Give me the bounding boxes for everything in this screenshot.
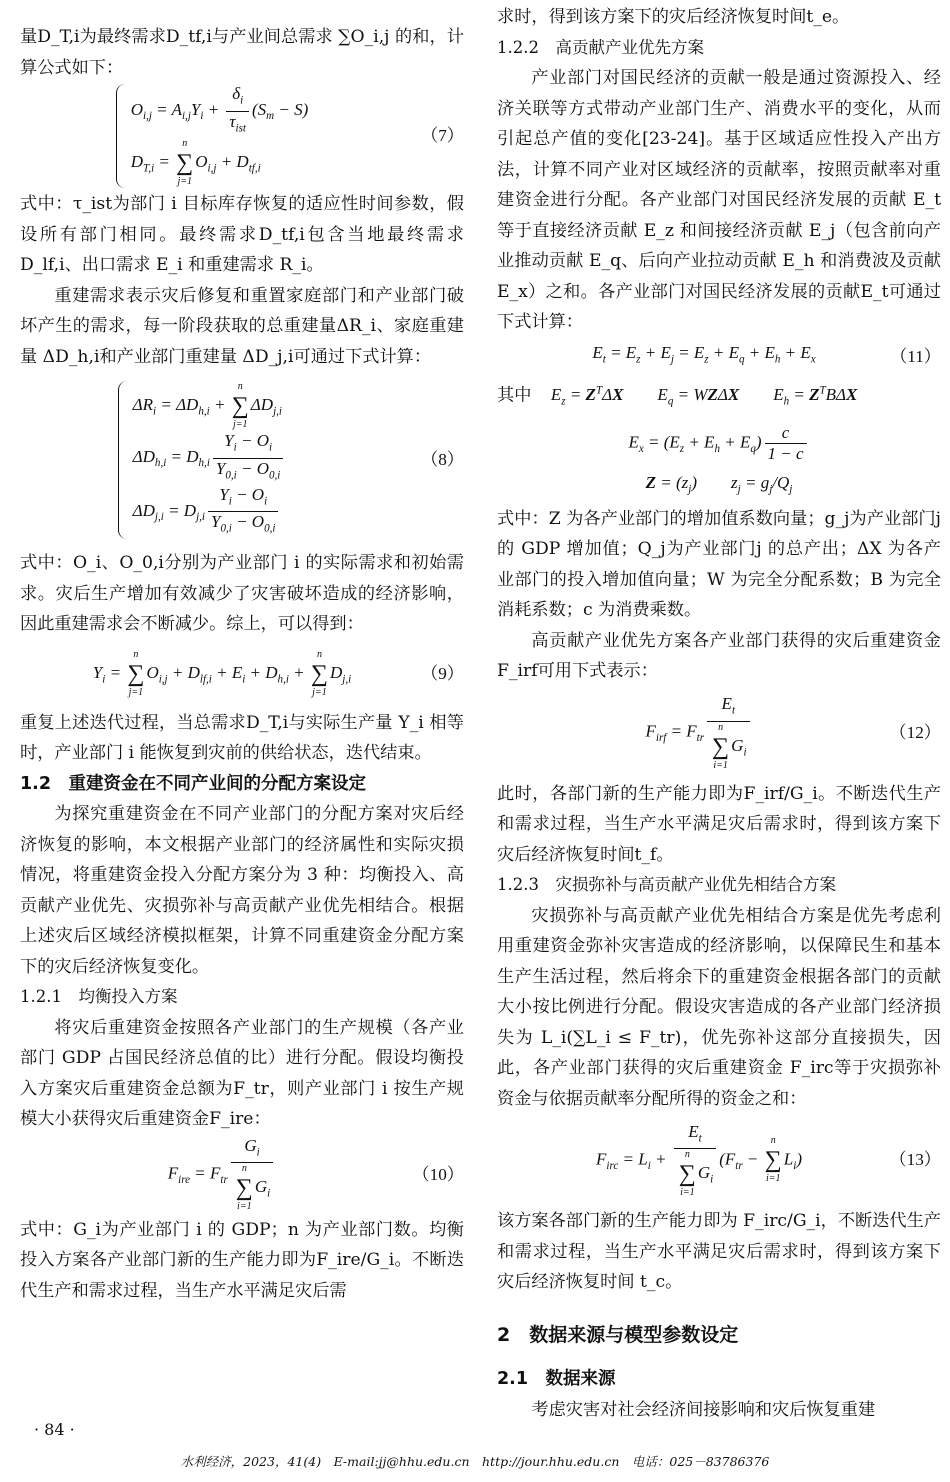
equation-11: $E_t = E_z + E_j = E_z + E_q + E_h + E_x$ （11） bbox=[497, 342, 941, 372]
equation-13: $F_{irc} = L_i$ + $E_t$ n ∑ i=1 $G_i$ ($F_{tr}$ − n ∑ i=1 $L_i$) （13） bbox=[596, 1121, 941, 1199]
paragraph-eq11-note: 式中：Z 为各产业部门的增加值系数向量；g_j为产业部门j 的 GDP 增加值；Q_j为产业部门j 的总产出；ΔX 为各产业部门的投入增加值向量；W 为完全分配系数；B 为完全消耗系数；c 为消费乘数。 bbox=[497, 508, 941, 621]
paragraph-1-2-2: 产业部门对国民经济的贡献一般是通过资源投入、经济关联等方式带动产业部门生产、消费水平的变化，从而引起总产值的变化[23-24]。基于区域适应性投入产出方法，计算不同产业对区域经济的贡献率，按照贡献率对重建资金进行分配。各产业部门对国民经济发展的贡献 E_t 等于直接经济贡献 E_z 和间接经济贡献 E_j（包含前向产业推动贡献 E_q、后向产业拉动贡献 E_h 和消费波及贡献 E_x）之和。各产业部门对国民经济发展的贡献E_t可通过下式计算： bbox=[497, 68, 941, 332]
paragraph-2-1: 考虑灾害对社会经济间接影响和灾后恢复重建 bbox=[531, 1399, 876, 1420]
equation-7: $O_{i,j} = A_{i,j}Y_i$ + $\frac{\delta_i}{\tau_{ist}}$ $(S_m - S)$ $D_{T,i}$ = n ∑ j=1 $O_{i,j} + D_{tf,i}$ （7） bbox=[20, 87, 464, 185]
equation-9-number: （9） bbox=[421, 663, 464, 683]
heading-1-2-3: 1.2.3 灾损弥补与高贡献产业优先相结合方案 bbox=[497, 875, 836, 895]
paragraph-continued: 求时，得到该方案下的灾后经济恢复时间t_e。 bbox=[497, 7, 850, 27]
left-column bbox=[20, 0, 464, 1306]
equation-11-definitions: 其中 $E_z = Z^T\Delta X$ $E_q = WZ\Delta X$ $E_h = Z^TB\Delta X$ $E_x = (E_z + E_h + E_q)$ $\frac{c}{1 - c}$ $Z = (z_j)$ $z_j = g_j/Q_j$ bbox=[497, 384, 858, 495]
paragraph-eq13-note: 该方案各部门新的生产能力即为 F_irc/G_i，不断迭代生产和需求过程，当生产水平满足灾后需求时，得到该方案下灾后经济恢复时间 t_c。 bbox=[497, 1211, 941, 1293]
heading-1-2-1: 1.2.1 均衡投入方案 bbox=[20, 987, 178, 1006]
paragraph-intro: 量D_T,i为最终需求D_tf,i与产业间总需求 ∑O_i,j 的和，计算公式如下： bbox=[20, 27, 464, 78]
equation-8-number: （8） bbox=[421, 449, 464, 469]
equation-12-number: （12） bbox=[889, 722, 941, 742]
heading-1-2-2: 1.2.2 高贡献产业优先方案 bbox=[497, 37, 704, 57]
paragraph-1-2-3: 灾损弥补与高贡献产业优先相结合方案是优先考虑利用重建资金弥补灾害造成的经济影响，以保障民生和基本生产生活过程，然后将余下的重建资金根据各部门的贡献大小按比例进行分配。假设灾害造成的各产业部门经济损失为 L_i(∑L_i ≤ F_tr)，优先弥补这部分直接损失，因此，各产业部门获得的灾后重建资金 F_irc等于灾损弥补资金与依据贡献率分配所得的资金之和： bbox=[497, 905, 941, 1109]
equation-11-where: 其中 bbox=[497, 385, 532, 406]
paragraph-1-2: 为探究重建资金在不同产业部门的分配方案对灾后经济恢复的影响，本文根据产业部门的经济属性和实际灾损情况，将重建资金投入分配方案分为 3 种：均衡投入、高贡献产业优先、灾损弥补与高贡献产业优先相结合。根据上述灾后区域经济模拟框架，计算不同重建资金分配方案下的灾后经济恢复变化。 bbox=[20, 804, 464, 977]
paragraph-eq12-note: 此时，各部门新的生产能力即为F_irf/G_i。不断迭代生产和需求过程，当生产水平满足灾后需求时，得到该方案下灾后经济恢复时间t_f。 bbox=[497, 783, 941, 865]
paragraph-eq7-note: 式中：τ_ist为部门 i 目标库存恢复的适应性时间参数，假设所有部门相同。最终需求D_tf,i包含当地最终需求D_lf,i、出口需求 E_i 和重建需求 R_i。 bbox=[20, 194, 464, 275]
equation-11-number: （11） bbox=[890, 346, 941, 366]
equation-13-number: （13） bbox=[889, 1150, 941, 1170]
equation-12: $F_{irf} = F_{tr}$ $E_t$ n ∑ i=1 $G_i$ （12） bbox=[645, 694, 941, 771]
equation-9: $Y_i$ = n ∑ j=1 $O_{i,j} + D_{lf,i} + E_i + D_{h,i}$ + n ∑ j=1 $D_{j,i}$ （9） bbox=[92, 648, 464, 698]
paragraph-1-2-1: 将灾后重建资金按照各产业部门的生产规模（各产业部门 GDP 占国民经济总值的比）进行分配。假设均衡投入方案灾后重建资金总额为F_tr，则产业部门 i 按生产规模大小获得灾后重建资金F_ire： bbox=[20, 1017, 464, 1129]
equation-10: $F_{ire} = F_{tr}$ $G_i$ n ∑ i=1 $G_i$ （10） bbox=[167, 1135, 464, 1213]
paragraph-eq10-note: 式中：G_i为产业部门 i 的 GDP；n 为产业部门数。均衡投入方案各产业部门新的生产能力即为F_ire/G_i。不断迭代生产和需求过程，当生产水平满足灾后需 bbox=[20, 1219, 464, 1301]
journal-footer: 水利经济，2023，41(4) E-mail:jj@hhu.edu.cn http://jour.hhu.edu.cn 电话：025－83786376 bbox=[180, 1454, 770, 1469]
equation-10-number: （10） bbox=[412, 1164, 464, 1184]
paragraph-repeat: 重复上述迭代过程，当总需求D_T,i与实际生产量 Y_i 相等时，产业部门 i 能恢复到灾前的供给状态，迭代结束。 bbox=[20, 712, 464, 763]
page-number: · 84 · bbox=[34, 1420, 75, 1439]
right-column bbox=[497, 0, 941, 1425]
paragraph-eq8-note: 式中：O_i、O_0,i分别为产业部门 i 的实际需求和初始需求。灾后生产增加有效减少了灾害破坏造成的经济影响，因此重建需求会不断减少。综上，可以得到： bbox=[20, 553, 464, 634]
paragraph-high-contribution: 高贡献产业优先方案各产业部门获得的灾后重建资金F_irf可用下式表示： bbox=[497, 630, 941, 682]
heading-2-1: 2.1 数据来源 bbox=[497, 1369, 616, 1390]
heading-1-2: 1.2 重建资金在不同产业间的分配方案设定 bbox=[20, 773, 366, 794]
heading-2: 2 数据来源与模型参数设定 bbox=[497, 1323, 739, 1346]
paragraph-rebuild: 重建需求表示灾后修复和重置家庭部门和产业部门破坏产生的需求，每一阶段获取的总重建量ΔR_i、家庭重建量 ΔD_h,i和产业部门重建量 ΔD_j,i可通过下式计算： bbox=[20, 285, 464, 367]
equation-7-number: （7） bbox=[421, 125, 464, 145]
equation-8: $\Delta R_i = \Delta D_{h,i}$ + n ∑ j=1 $\Delta D_{j,i}$ $\Delta D_{h,i} = D_{h,i}$ $\frac{Y_i - O_i}{Y_{0,i} - O_{0,i}}$ $\Delta D_{j,i} = D_{j,i}$ $\frac{Y_i - O_i}{Y_{0,i} - O_{0,i}}$ （8） bbox=[20, 376, 464, 544]
